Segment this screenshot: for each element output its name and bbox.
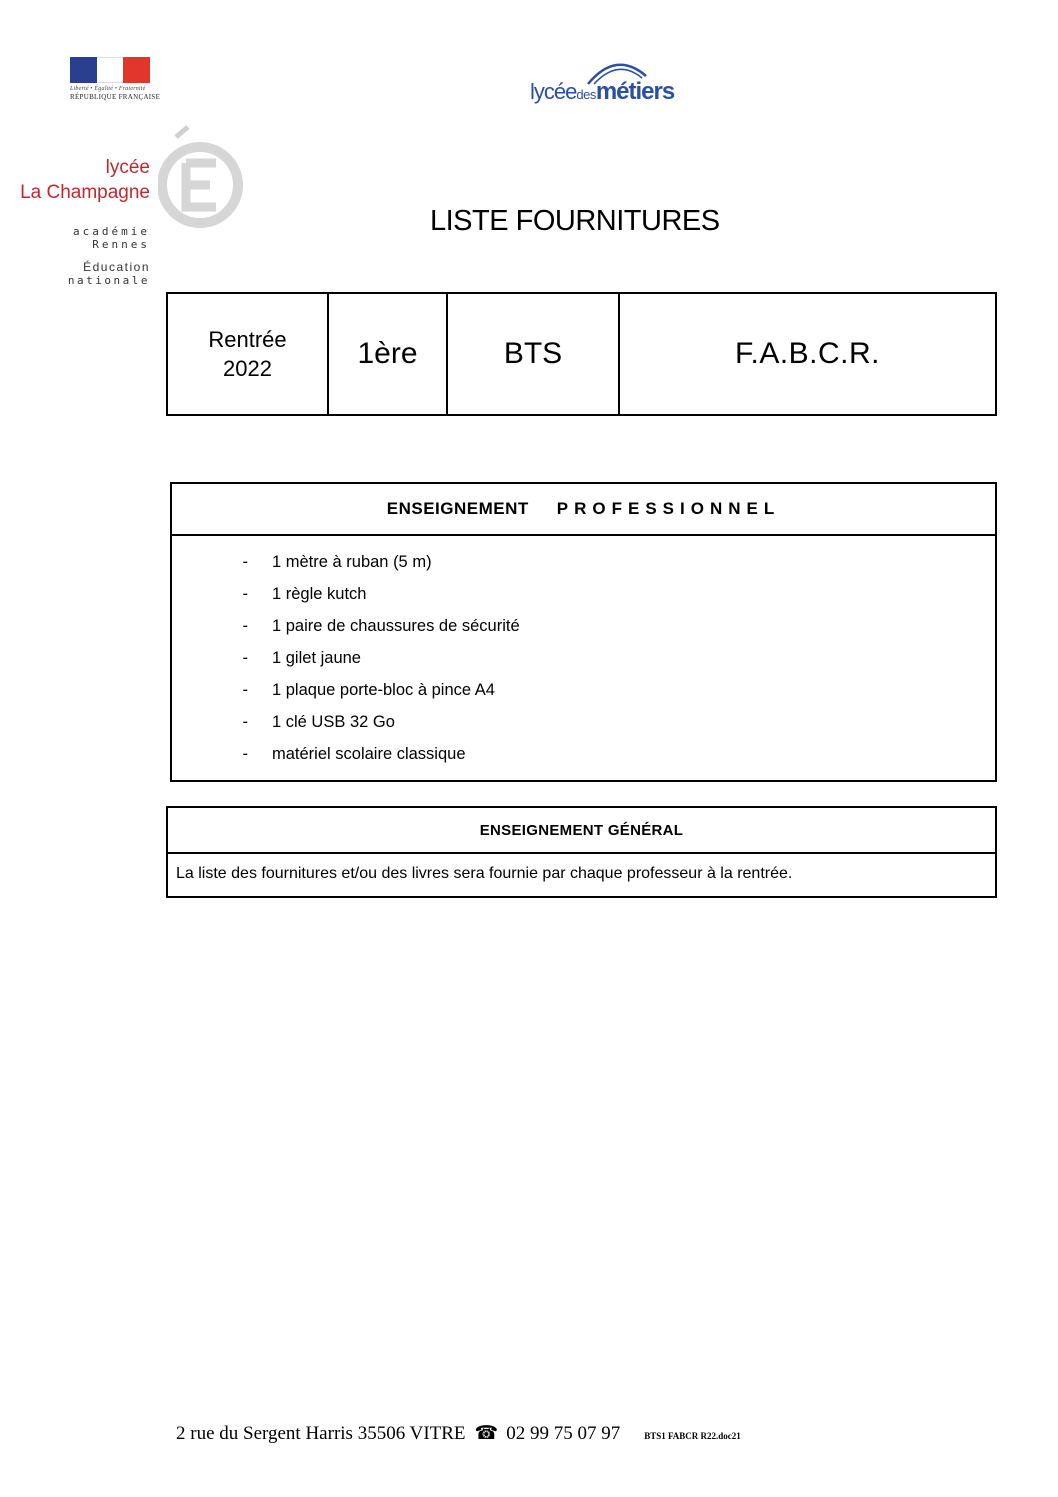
diploma-cell: BTS <box>448 294 620 414</box>
list-item: - 1 mètre à ruban (5 m) <box>242 553 432 571</box>
lc-academie: académie <box>73 225 150 238</box>
rentree-cell <box>168 294 329 414</box>
professional-heading <box>172 484 995 536</box>
speciality-cell: F.A.B.C.R. <box>734 337 881 370</box>
republique-francaise-logo <box>70 57 161 101</box>
list-item: - 1 règle kutch <box>242 585 367 603</box>
education-e-icon <box>158 125 248 230</box>
professional-heading-part1: ENSEIGNEMENT <box>386 499 529 518</box>
list-item: - 1 gilet jaune <box>242 649 361 667</box>
professional-section <box>170 482 997 782</box>
lc-ville: Rennes <box>92 238 150 251</box>
footer <box>176 1422 741 1445</box>
general-text: La liste des fournitures et/ou des livres sera fournie par chaque professeur à la rentrée. <box>176 865 793 882</box>
list-item: - matériel scolaire classique <box>242 745 466 763</box>
footer-phone: 02 99 75 07 97 <box>506 1423 621 1444</box>
lc-nationale: nationale <box>67 274 150 287</box>
level-cell: 1ère <box>329 294 448 414</box>
list-item: - 1 paire de chaussures de sécurité <box>242 617 520 635</box>
rentree-year: 2022 <box>223 356 272 381</box>
general-heading: ENSEIGNEMENT GÉNÉRAL <box>168 808 995 854</box>
lc-name: La Champagne <box>20 182 150 203</box>
page-title: LISTE FOURNITURES <box>430 205 720 237</box>
header-table <box>166 292 997 416</box>
tricolor-flag-icon <box>70 57 150 83</box>
footer-address: 2 rue du Sergent Harris 35506 VITRE <box>176 1423 466 1444</box>
document-reference: BTS1 FABCR R22.doc21 <box>644 1431 741 1441</box>
republique-name: RÉPUBLIQUE FRANÇAISE <box>70 93 161 101</box>
lc-lycee-word: lycée <box>105 157 150 178</box>
ldm-des-word: des <box>576 87 596 102</box>
rentree-label: Rentrée <box>208 327 287 352</box>
telephone-icon: ☎ <box>474 1423 499 1444</box>
lycee-la-champagne-logo <box>20 125 220 290</box>
lycee-des-metiers-logo <box>530 56 680 114</box>
ldm-lycee-word: lycée <box>530 79 577 104</box>
list-item: - 1 plaque porte-bloc à pince A4 <box>242 681 495 699</box>
republique-motto: Liberté • Égalité • Fraternité <box>70 86 146 92</box>
lc-education: Éducation <box>83 260 150 274</box>
general-section <box>166 806 997 898</box>
supplies-list <box>172 536 995 777</box>
list-item: - 1 clé USB 32 Go <box>242 713 395 731</box>
professional-heading-part2: PROFESSIONNEL <box>556 499 781 518</box>
ldm-metiers-word: métiers <box>595 78 675 105</box>
